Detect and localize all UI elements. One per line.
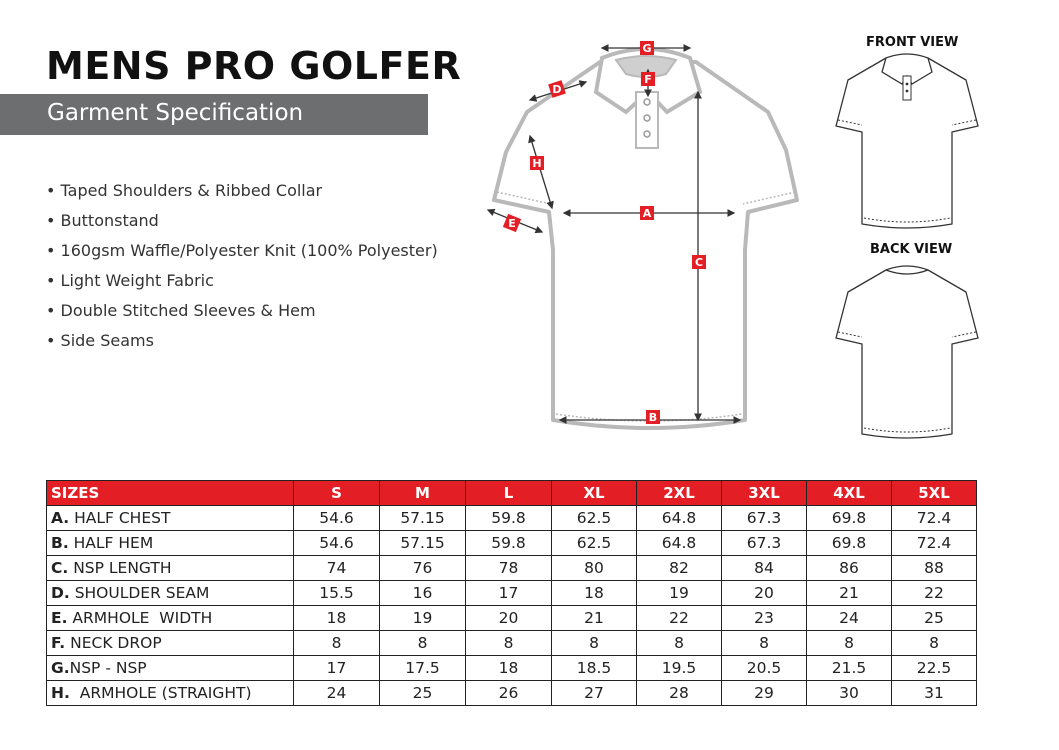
table-header: 5XL	[892, 481, 977, 506]
table-cell: 8	[637, 631, 722, 656]
front-view-diagram	[830, 50, 980, 230]
table-header: XL	[552, 481, 637, 506]
table-cell: 21.5	[807, 656, 892, 681]
table-cell: 22	[892, 581, 977, 606]
table-cell: 25	[892, 606, 977, 631]
svg-text:G: G	[642, 42, 652, 55]
table-cell: 8	[892, 631, 977, 656]
table-cell: 19	[637, 581, 722, 606]
table-cell: 16	[380, 581, 466, 606]
back-view-diagram	[830, 262, 980, 442]
feature-list	[46, 180, 438, 360]
table-cell: 64.8	[637, 506, 722, 531]
table-cell: 88	[892, 556, 977, 581]
table-header: M	[380, 481, 466, 506]
table-cell: 72.4	[892, 531, 977, 556]
table-row	[47, 556, 977, 581]
table-cell: 20.5	[722, 656, 807, 681]
feature-item: • 160gsm Waffle/Polyester Knit (100% Polyester)	[46, 240, 438, 270]
table-row	[47, 656, 977, 681]
table-cell: 24	[807, 606, 892, 631]
table-cell: 74	[294, 556, 380, 581]
feature-item: • Buttonstand	[46, 210, 438, 240]
measurement-code: B.	[51, 534, 69, 552]
measurement-code: A.	[51, 509, 70, 527]
table-cell: 18.5	[552, 656, 637, 681]
table-cell: 19	[380, 606, 466, 631]
table-cell: 26	[466, 681, 552, 706]
measurement-label	[47, 656, 294, 681]
measurement-name: HALF CHEST	[69, 509, 171, 527]
table-cell: 17	[294, 656, 380, 681]
measurement-label	[47, 581, 294, 606]
table-cell: 59.8	[466, 506, 552, 531]
svg-text:A: A	[642, 207, 652, 220]
table-cell: 72.4	[892, 506, 977, 531]
svg-text:H: H	[532, 157, 542, 170]
svg-text:B: B	[648, 411, 658, 424]
table-cell: 78	[466, 556, 552, 581]
feature-item: • Double Stitched Sleeves & Hem	[46, 300, 438, 330]
table-cell: 22	[637, 606, 722, 631]
table-cell: 27	[552, 681, 637, 706]
measurement-name: ARMHOLE (STRAIGHT)	[69, 684, 252, 702]
table-body	[47, 506, 977, 706]
table-cell: 57.15	[380, 531, 466, 556]
table-cell: 30	[807, 681, 892, 706]
table-cell: 22.5	[892, 656, 977, 681]
measurement-label	[47, 681, 294, 706]
table-cell: 18	[466, 656, 552, 681]
table-cell: 54.6	[294, 506, 380, 531]
table-cell: 8	[552, 631, 637, 656]
table-cell: 21	[552, 606, 637, 631]
table-cell: 57.15	[380, 506, 466, 531]
table-header: 2XL	[637, 481, 722, 506]
measurement-code: E.	[51, 609, 68, 627]
table-cell: 18	[552, 581, 637, 606]
table-cell: 82	[637, 556, 722, 581]
page-title: MENS PRO GOLFER	[46, 44, 462, 88]
marker-h	[530, 156, 544, 170]
measurement-name: HALF HEM	[68, 534, 154, 552]
back-view-label: BACK VIEW	[870, 242, 953, 257]
table-cell: 15.5	[294, 581, 380, 606]
table-cell: 28	[637, 681, 722, 706]
table-cell: 21	[807, 581, 892, 606]
table-cell: 80	[552, 556, 637, 581]
table-cell: 69.8	[807, 531, 892, 556]
table-cell: 62.5	[552, 506, 637, 531]
table-row	[47, 681, 977, 706]
table-row	[47, 606, 977, 631]
feature-item: • Side Seams	[46, 330, 438, 360]
table-cell: 67.3	[722, 531, 807, 556]
table-cell: 64.8	[637, 531, 722, 556]
table-cell: 18	[294, 606, 380, 631]
table-header: S	[294, 481, 380, 506]
table-cell: 20	[722, 581, 807, 606]
placket-buttons	[644, 99, 650, 137]
svg-text:F: F	[644, 73, 652, 86]
svg-text:C: C	[694, 256, 704, 269]
garment-diagram	[480, 35, 800, 435]
measurement-code: F.	[51, 634, 66, 652]
svg-text:E: E	[508, 217, 516, 230]
table-row	[47, 531, 977, 556]
table-cell: 24	[294, 681, 380, 706]
table-cell: 86	[807, 556, 892, 581]
measurement-label	[47, 506, 294, 531]
marker-f	[641, 72, 655, 86]
feature-item: • Light Weight Fabric	[46, 270, 438, 300]
table-header: 3XL	[722, 481, 807, 506]
measurement-code: C.	[51, 559, 69, 577]
table-header: L	[466, 481, 552, 506]
measurement-name: NSP LENGTH	[68, 559, 172, 577]
measurement-code: D.	[51, 584, 70, 602]
measurement-name: ARMHOLE WIDTH	[67, 609, 213, 627]
table-row	[47, 506, 977, 531]
table-cell: 29	[722, 681, 807, 706]
measurement-label	[47, 556, 294, 581]
measurement-label	[47, 631, 294, 656]
table-cell: 84	[722, 556, 807, 581]
table-cell: 19.5	[637, 656, 722, 681]
table-cell: 62.5	[552, 531, 637, 556]
table-row	[47, 631, 977, 656]
front-view-label: FRONT VIEW	[866, 35, 959, 50]
measurement-label	[47, 606, 294, 631]
marker-a	[640, 206, 654, 220]
feature-item: • Taped Shoulders & Ribbed Collar	[46, 180, 438, 210]
table-cell: 67.3	[722, 506, 807, 531]
measurement-code: H.	[51, 684, 70, 702]
table-cell: 8	[294, 631, 380, 656]
table-cell: 54.6	[294, 531, 380, 556]
table-cell: 8	[722, 631, 807, 656]
measurement-name: NSP - NSP	[69, 659, 147, 677]
table-cell: 23	[722, 606, 807, 631]
table-header: SIZES	[47, 481, 294, 506]
table-cell: 59.8	[466, 531, 552, 556]
page-subtitle: Garment Specification	[47, 100, 304, 126]
measurement-label	[47, 531, 294, 556]
table-cell: 8	[807, 631, 892, 656]
measurement-name: SHOULDER SEAM	[69, 584, 210, 602]
table-cell: 8	[466, 631, 552, 656]
table-row	[47, 581, 977, 606]
size-spec-table	[46, 480, 977, 706]
table-cell: 17	[466, 581, 552, 606]
marker-g	[640, 41, 654, 55]
table-cell: 69.8	[807, 506, 892, 531]
table-cell: 8	[380, 631, 466, 656]
table-cell: 25	[380, 681, 466, 706]
table-cell: 17.5	[380, 656, 466, 681]
table-cell: 31	[892, 681, 977, 706]
table-header: 4XL	[807, 481, 892, 506]
marker-b	[646, 410, 660, 424]
table-header-row	[47, 481, 977, 506]
table-cell: 76	[380, 556, 466, 581]
measurement-code: G.	[51, 659, 70, 677]
table-cell: 20	[466, 606, 552, 631]
marker-c	[692, 255, 706, 269]
measurement-name: NECK DROP	[65, 634, 162, 652]
svg-text:D: D	[552, 83, 562, 96]
